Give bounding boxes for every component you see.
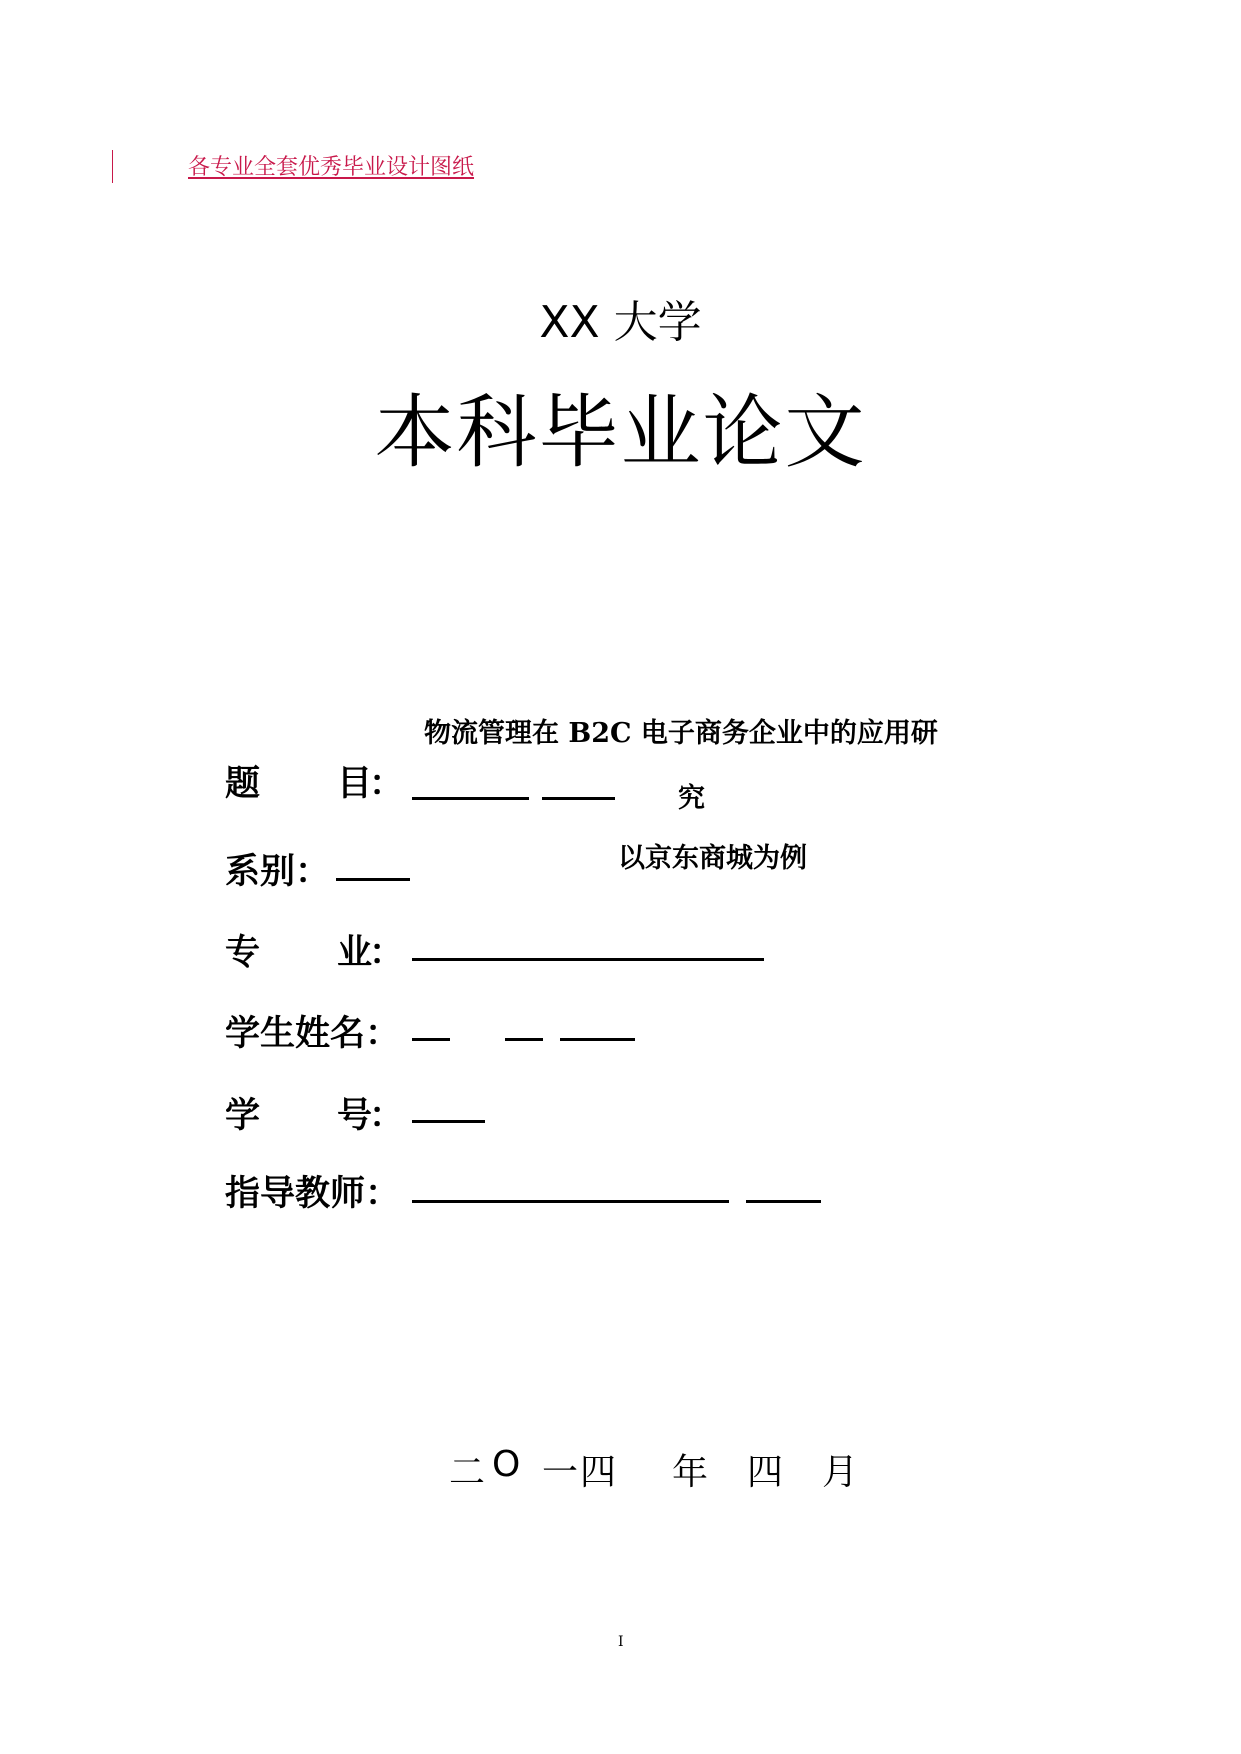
thesis-topic-line-3: 以京东商城为例 bbox=[618, 843, 807, 874]
field-student-name-label: 学生姓名 bbox=[225, 1014, 366, 1054]
field-title-label-b: 目 bbox=[337, 764, 373, 804]
thesis-type-title: 本科毕业论文 bbox=[374, 386, 867, 479]
field-department bbox=[225, 844, 330, 894]
header-promo-link[interactable]: 各专业全套优秀毕业设计图纸 bbox=[188, 155, 475, 180]
field-student-name-colon: ： bbox=[365, 1014, 401, 1054]
field-title-colon: ： bbox=[369, 764, 405, 804]
margin-bar bbox=[112, 150, 113, 183]
page-number: I bbox=[618, 1634, 624, 1650]
field-major-colon: ： bbox=[369, 933, 405, 973]
title-blank-line-2[interactable] bbox=[542, 797, 615, 800]
topic-prefix: 物流管理在 bbox=[424, 718, 569, 749]
student-name-blank-line-1[interactable] bbox=[412, 1038, 450, 1041]
date-year-digit-4: 四 bbox=[580, 1452, 617, 1493]
topic-suffix: 电子商务企业中的应用研 bbox=[631, 718, 938, 749]
field-major-label-a: 专 bbox=[225, 933, 261, 973]
field-student-id-colon: ： bbox=[369, 1096, 405, 1136]
date-year-unit: 年 bbox=[672, 1452, 709, 1493]
field-title-label-a: 题 bbox=[225, 764, 261, 804]
student-name-blank-line-2[interactable] bbox=[505, 1038, 543, 1041]
date-month-unit: 月 bbox=[822, 1452, 859, 1493]
field-student-id-label-a: 学 bbox=[225, 1096, 261, 1136]
field-advisor-colon: ： bbox=[365, 1174, 401, 1214]
field-department-colon: ： bbox=[295, 852, 331, 892]
thesis-topic-line-1 bbox=[424, 711, 938, 750]
field-advisor bbox=[225, 1166, 400, 1216]
advisor-blank-line-2[interactable] bbox=[746, 1200, 821, 1203]
field-student-id-label-b: 号 bbox=[337, 1096, 373, 1136]
date-month: 四 bbox=[747, 1452, 784, 1493]
date-year-digit-2: O bbox=[492, 1444, 521, 1485]
topic-code: B2C bbox=[568, 718, 632, 749]
date-year-digit-3: 一 bbox=[542, 1452, 579, 1493]
field-student-name bbox=[225, 1006, 400, 1056]
title-blank-line-1[interactable] bbox=[412, 797, 529, 800]
student-name-blank-line-3[interactable] bbox=[560, 1038, 635, 1041]
thesis-topic-line-3-clip bbox=[618, 836, 838, 874]
field-advisor-label: 指导教师 bbox=[225, 1174, 366, 1214]
advisor-blank-line-1[interactable] bbox=[412, 1200, 729, 1203]
field-major-label-b: 业 bbox=[337, 933, 373, 973]
date-year-digit-1: 二 bbox=[449, 1452, 486, 1493]
department-blank-line[interactable] bbox=[336, 878, 410, 881]
student-id-blank-line[interactable] bbox=[412, 1120, 485, 1123]
university-name: XX 大学 bbox=[539, 297, 702, 348]
major-blank-line[interactable] bbox=[412, 958, 764, 961]
thesis-topic-line-2: 究 bbox=[678, 783, 705, 814]
field-department-label: 系别 bbox=[225, 852, 296, 892]
